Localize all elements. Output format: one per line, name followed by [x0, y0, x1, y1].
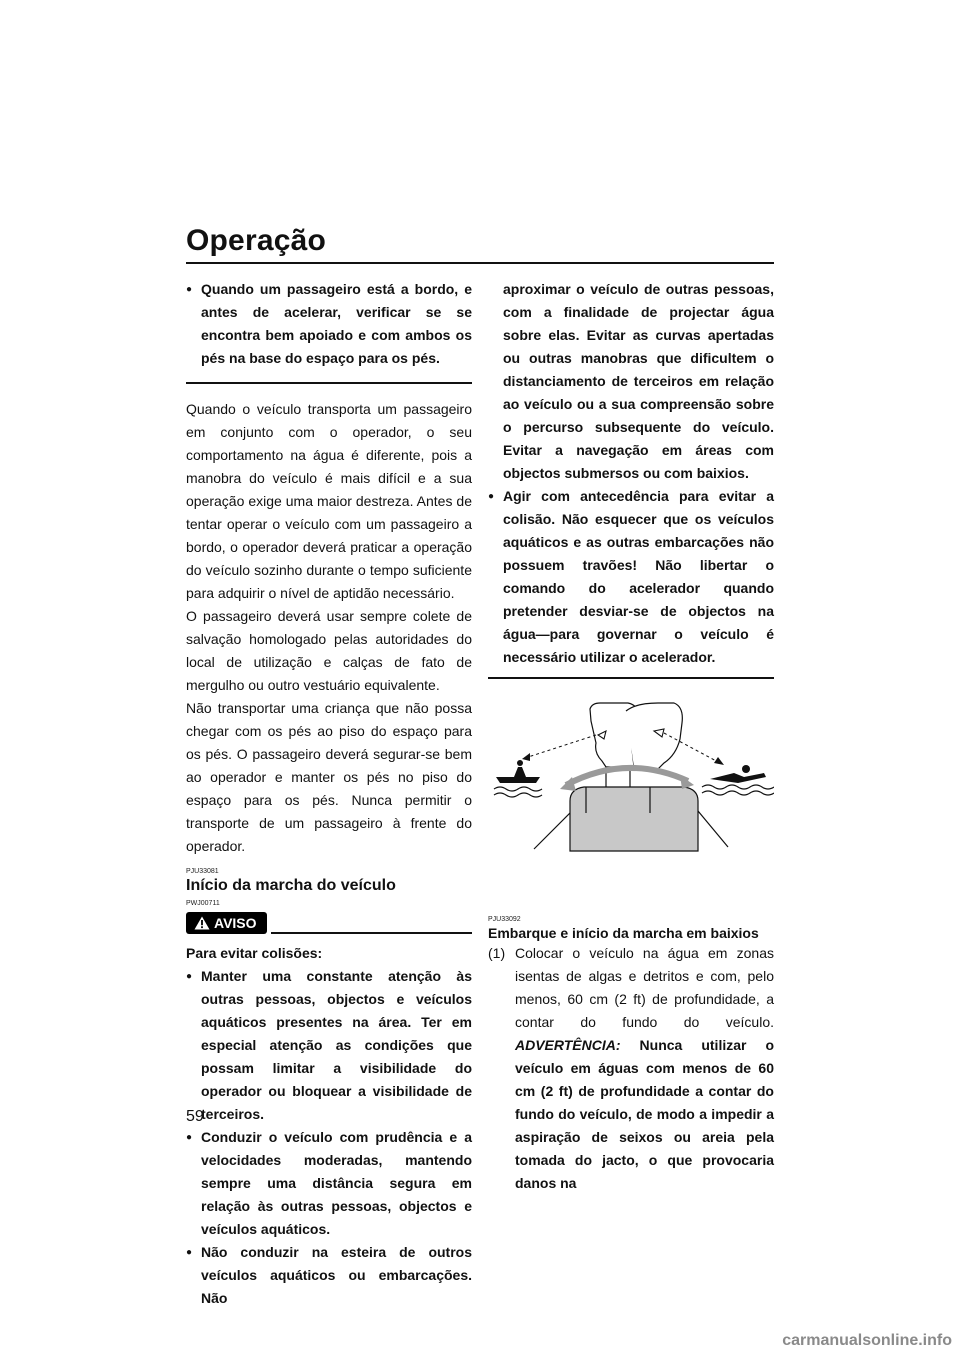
right-column	[488, 278, 774, 1195]
swimmer-icon	[702, 765, 774, 795]
warning-bullet: ● Não conduzir na esteira de outros veículos aquáticos ou embarcações. Não	[186, 1241, 472, 1310]
section-title: Embarque e início da marcha em baixios	[488, 925, 759, 941]
warning-end-divider	[488, 677, 774, 679]
advert-text: Nunca utilizar o veículo em águas com menos de 60 cm (2 ft) de profundidade a contar do fundo do veículo, de modo a impedir a aspiração de seixos ou areia pela tomada do jacto, o que provocaria danos na	[515, 1037, 775, 1191]
section-divider	[186, 382, 472, 384]
bullet-passenger-bracing: ● Quando um passageiro está a bordo, e antes de acelerar, verificar se se encontra bem apoiado e com ambos os pés na base do espaço para os pés.	[186, 278, 472, 370]
watercraft-icon	[494, 760, 542, 797]
paragraph-passenger-handling: Quando o veículo transporta um passageiro em conjunto com o operador, o seu comportamento na água é diferente, pois a manobra do veículo é mais difícil e a sua operação exige uma maior destreza. Antes de tentar operar o veículo com um passageiro a bordo, o operador deverá praticar a operação do veículo sozinho durante o tempo suficiente para adquirir o nível de aptidão necessário.	[186, 401, 472, 601]
warning-continuation: aproximar o veículo de outras pessoas, com a finalidade de projectar água sobre elas. Evitar as curvas apertadas ou outras manobras que dificultem o distanciamento de terceiros em relação ao veículo ou a sua compreensão sobre o percurso subsequente do veículo. Evitar a navegação em áreas com objectos submersos ou com baixios.	[503, 281, 774, 481]
warning-triangle-icon	[194, 916, 210, 930]
warning-label: AVISO	[214, 914, 257, 931]
page-number: 59	[186, 1108, 204, 1125]
watermark: carmanualsonline.info	[782, 1332, 952, 1349]
warning-bullet: ● Agir com antecedência para evitar a colisão. Não esquecer que os veículos aquáticos e as outras embarcações não possuem travões! Não libertar o comando do acelerador quando pretender desviar-se de objectos na água—para governar o veículo é necessário utilizar o acelerador.	[488, 485, 774, 669]
warning-header	[186, 910, 472, 934]
paragraph-child-passenger: Não transportar uma criança que não possa chegar com os pés ao piso do espaço para os pés. O passageiro deverá segurar-se bem ao operador e manter os pés no piso do espaço para os pés. Nunca permitir o transporte de um passageiro à frente do operador.	[186, 700, 472, 854]
advert-label: ADVERTÊNCIA:	[515, 1037, 621, 1053]
paragraph-life-jacket: O passageiro deverá usar sempre colete de salvação homologado pelas autoridades do local de utilização e calças de fato de mergulho ou outro vestuário equivalente.	[186, 608, 472, 693]
warning-bullet: ● Conduzir o veículo com prudência e a velocidades moderadas, mantendo sempre uma distância segura em relação às outras pessoas, objectos e veículos aquáticos.	[186, 1126, 472, 1241]
warning-code: PWJ00711	[186, 900, 220, 907]
section-code: PJU33092	[488, 916, 521, 923]
warning-badge	[186, 912, 267, 934]
page-title: Operação	[186, 224, 326, 257]
section-title: Início da marcha do veículo	[186, 877, 396, 894]
numbered-step	[488, 942, 774, 1195]
operator-awareness-illustration	[488, 701, 774, 881]
left-column	[186, 278, 472, 1310]
section-code: PJU33081	[186, 868, 219, 875]
step-text: Colocar o veículo na água em zonas isentas de algas e detritos e com, pelo menos, 60 cm (2 ft) de profundidade, a contar do fundo do veículo.	[515, 945, 774, 1030]
step-number: (1)	[488, 945, 506, 961]
warning-intro: Para evitar colisões:	[186, 945, 323, 961]
warning-bullet: ● Manter uma constante atenção às outras pessoas, objectos e veículos aquáticos presentes na área. Ter em especial atenção as condições que possam limitar a visibilidade do operador ou bloquear a visibilidade de terceiros.	[186, 965, 472, 1126]
warning-rule	[271, 932, 472, 934]
title-divider	[186, 262, 774, 264]
